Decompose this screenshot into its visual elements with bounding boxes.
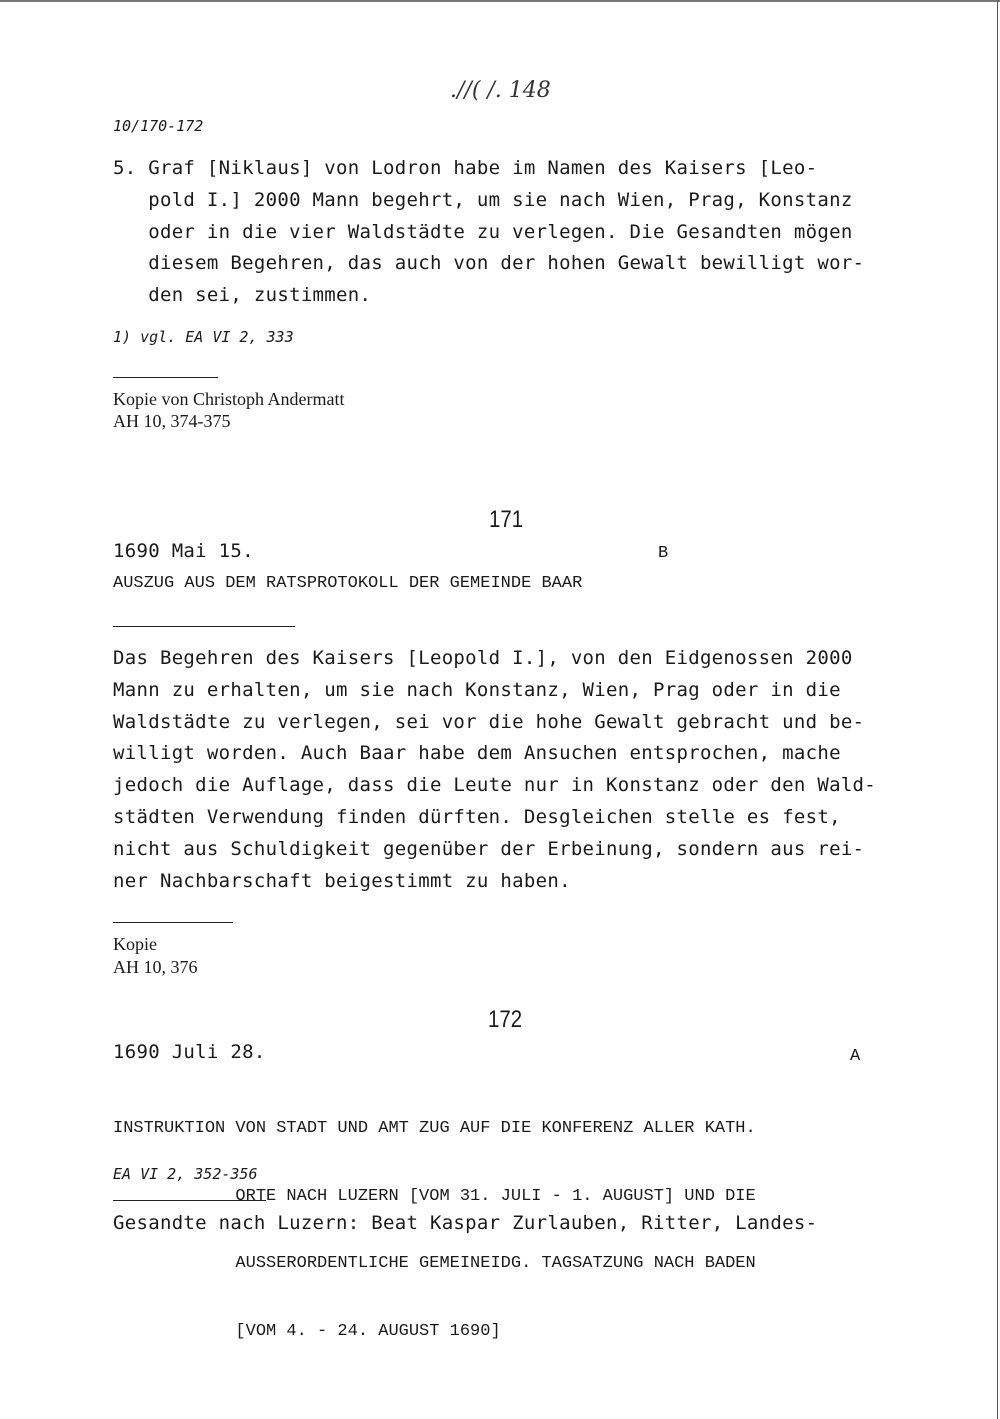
text-line: den sei, zustimmen. (113, 284, 372, 307)
footnote: 1) vgl. EA VI 2, 333 (113, 328, 294, 346)
text-line: 5. Graf [Niklaus] von Lodron habe im Namen des Kaisers [Leo- (113, 157, 818, 179)
entry-title: AUSZUG AUS DEM RATSPROTOKOLL DER GEMEINDE BAAR (113, 574, 583, 593)
text-line: städten Verwendung finden dürften. Desgleichen stelle es fest, (113, 805, 841, 828)
entry-170-item-5 (113, 153, 903, 312)
archive-reference: AH 10, 376 (113, 957, 198, 977)
section-divider (113, 377, 218, 378)
handwritten-page-mark: .//( /. 148 (450, 78, 551, 103)
title-line: ORTE NACH LUZERN [VOM 31. JULI - 1. AUGUST] UND DIE (113, 1186, 756, 1206)
entry-date: 1690 Juli 28. (113, 1041, 266, 1063)
entry-number: 171 (489, 506, 524, 533)
entry-letter: B (658, 544, 669, 563)
page-right-border (997, 0, 998, 1419)
section-divider (113, 922, 233, 923)
entry-letter: A (850, 1047, 861, 1066)
text-line: willigt worden. Auch Baar habe dem Ansuchen entsprochen, mache (113, 742, 841, 765)
text-line: pold I.] 2000 Mann begehrt, um sie nach Wien, Prag, Konstanz (113, 188, 853, 211)
section-divider (113, 626, 295, 627)
edition-reference: EA VI 2, 352-356 (113, 1165, 258, 1183)
text-line: oder in die vier Waldstädte zu verlegen. Die Gesandten mögen (113, 220, 853, 243)
text-line: nicht aus Schuldigkeit gegenüber der Erbeinung, sondern aus rei- (113, 837, 865, 860)
text-line: jedoch die Auflage, dass die Leute nur in Konstanz oder den Wald- (113, 774, 877, 797)
title-line: AUSSERORDENTLICHE GEMEINEIDG. TAGSATZUNG NACH BADEN (113, 1254, 756, 1273)
archive-reference: AH 10, 374-375 (113, 411, 231, 431)
entry-172-body-line: Gesandte nach Luzern: Beat Kaspar Zurlauben, Ritter, Landes- (113, 1212, 818, 1234)
title-line: INSTRUKTION VON STADT UND AMT ZUG AUF DIE KONFERENZ ALLER KATH. (113, 1119, 756, 1138)
entry-number: 172 (488, 1006, 523, 1033)
document-reference: 10/170-172 (113, 117, 204, 135)
title-line: [VOM 4. - 24. AUGUST 1690] (113, 1321, 501, 1341)
source-note: Kopie (113, 934, 157, 954)
section-divider (113, 1200, 266, 1201)
source-note: Kopie von Christoph Andermatt (113, 389, 345, 409)
entry-date: 1690 Mai 15. (113, 540, 254, 562)
text-line: Das Begehren des Kaisers [Leopold I.], von den Eidgenossen 2000 (113, 647, 853, 669)
text-line: Mann zu erhalten, um sie nach Konstanz, Wien, Prag oder in die (113, 678, 841, 701)
page-top-border (0, 0, 1000, 2)
text-line: Waldstädte zu verlegen, sei vor die hohe Gewalt gebracht und be- (113, 710, 865, 733)
text-line: diesem Begehren, das auch von der hohen Gewalt bewilligt wor- (113, 252, 865, 275)
text-line: ner Nachbarschaft beigestimmt zu haben. (113, 869, 571, 892)
entry-171-body (113, 643, 903, 897)
